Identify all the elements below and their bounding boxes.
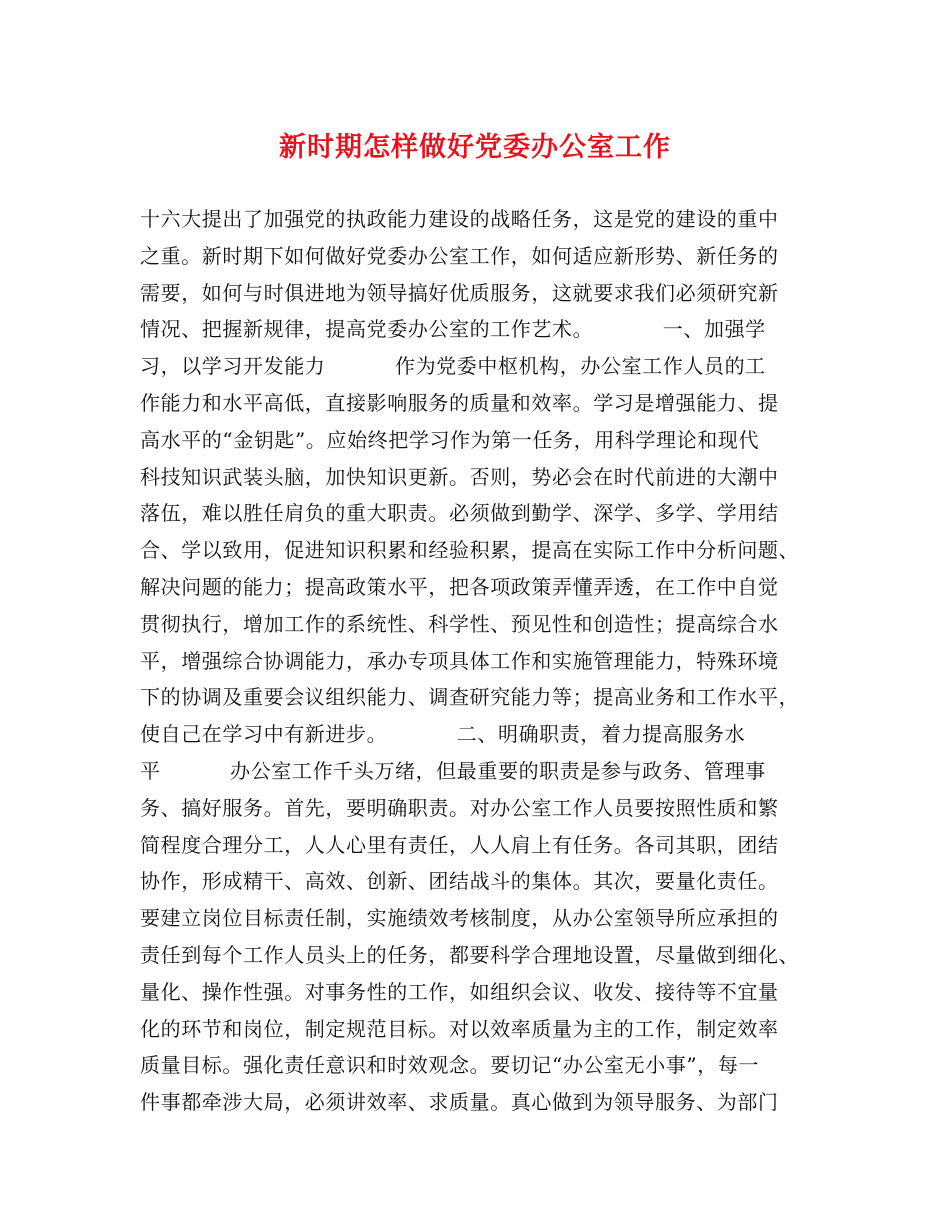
body-line: 作能力和水平高低，直接影响服务的质量和效率。学习是增强能力、提	[140, 390, 779, 415]
body-line: 化的环节和岗位，制定规范目标。对以效率质量为主的工作，制定效率	[140, 1016, 779, 1041]
body-line: 合、学以致用，促进知识积累和经验积累，提高在实际工作中分析问题、	[140, 538, 800, 563]
body-line: 件事都牵涉大局，必须讲效率、求质量。真心做到为领导服务、为部门	[140, 1090, 779, 1115]
body-line: 十六大提出了加强党的执政能力建设的战略任务，这是党的建设的重中	[140, 207, 779, 231]
body-line: 科技知识武装头脑，加快知识更新。否则，势必会在时代前进的大潮中	[140, 464, 779, 489]
body-line: 落伍，难以胜任肩负的重大职责。必须做到勤学、深学、多学、学用结	[140, 501, 779, 526]
body-line: 质量目标。强化责任意识和时效观念。要切记“办公室无小事”，每一	[140, 1053, 760, 1078]
body-line: 使自己在学习中有新进步。 二、明确职责，着力提高服务水	[140, 722, 746, 747]
body-line: 协作，形成精干、高效、创新、团结战斗的集体。其次，要量化责任。	[140, 869, 779, 894]
body-line: 平，增强综合协调能力，承办专项具体工作和实施管理能力，特殊环境	[140, 648, 779, 673]
body-line: 简程度合理分工，人人心里有责任，人人肩上有任务。各司其职，团结	[140, 832, 779, 857]
body-line: 责任到每个工作人员头上的任务，都要科学合理地设置，尽量做到细化、	[140, 942, 800, 967]
body-line: 要建立岗位目标责任制，实施绩效考核制度，从办公室领导所应承担的	[140, 906, 779, 931]
document-title: 新时期怎样做好党委办公室工作	[279, 132, 671, 163]
body-line: 需要，如何与时俱进地为领导搞好优质服务，这就要求我们必须研究新	[140, 280, 779, 305]
body-line: 解决问题的能力；提高政策水平，把各项政策弄懂弄透，在工作中自觉	[140, 574, 779, 599]
body-line: 务、搞好服务。首先，要明确职责。对办公室工作人员要按照性质和繁	[140, 795, 779, 820]
body-line: 之重。新时期下如何做好党委办公室工作，如何适应新形势、新任务的	[140, 243, 779, 268]
body-line: 贯彻执行，增加工作的系统性、科学性、预见性和创造性；提高综合水	[140, 611, 779, 636]
body-line: 高水平的“金钥匙”。应始终把学习作为第一任务，用科学理论和现代	[140, 427, 760, 452]
document-body	[140, 201, 820, 1121]
body-line: 情况、把握新规律，提高党委办公室的工作艺术。 一、加强学	[140, 317, 766, 342]
body-line: 下的协调及重要会议组织能力、调查研究能力等；提高业务和工作水平，	[140, 685, 800, 710]
body-line: 习，以学习开发能力 作为党委中枢机构，办公室工作人员的工	[140, 354, 766, 379]
body-line: 平 办公室工作千头万绪，但最重要的职责是参与政务、管理事	[140, 758, 766, 783]
body-line: 量化、操作性强。对事务性的工作，如组织会议、收发、接待等不宜量	[140, 979, 779, 1004]
